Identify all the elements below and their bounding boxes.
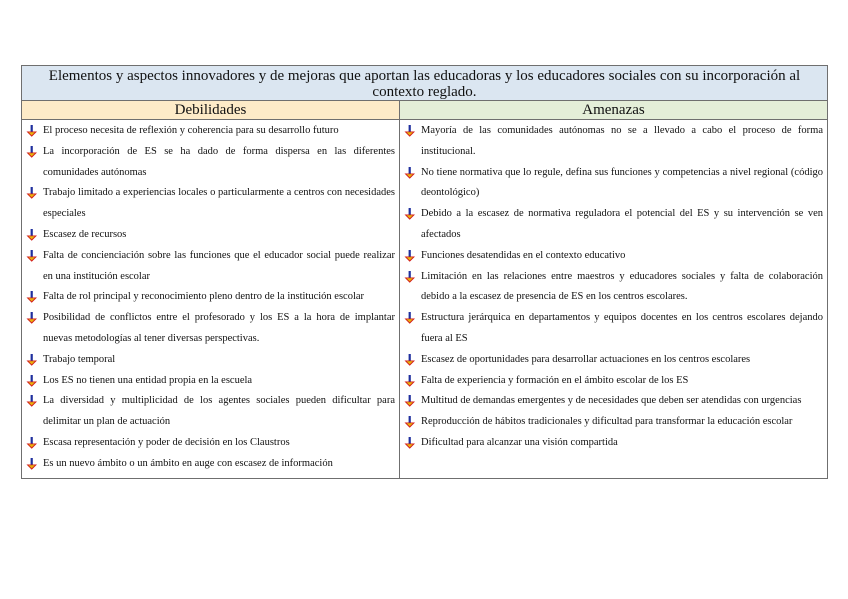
debilidades-item-text: Los ES no tienen una entidad propia en la escuela bbox=[43, 374, 253, 386]
amenazas-item bbox=[404, 308, 823, 350]
arrow-down-bullet-icon bbox=[404, 395, 416, 407]
debilidades-item bbox=[26, 121, 395, 142]
debilidades-item-text: La diversidad y multiplicidad de los agentes sociales pueden dificultar para delimitar un plan de actuación bbox=[43, 395, 395, 428]
amenazas-item-text: No tiene normativa que lo regule, defina sus funciones y competencias a nivel regional (código deontológico) bbox=[421, 166, 823, 199]
debilidades-item-text: Trabajo temporal bbox=[43, 353, 116, 365]
amenazas-item-text: Reproducción de hábitos tradicionales y dificultad para transformar la educación escolar bbox=[421, 416, 793, 428]
amenazas-item bbox=[404, 433, 823, 454]
debilidades-column bbox=[22, 120, 400, 478]
arrow-down-bullet-icon bbox=[26, 229, 38, 241]
debilidades-item-text: Trabajo limitado a experiencias locales o particularmente a centros con necesidades especiales bbox=[43, 187, 395, 220]
amenazas-item bbox=[404, 246, 823, 267]
debilidades-item-text: La incorporación de ES se ha dado de forma dispersa en las diferentes comunidades autónomas bbox=[43, 145, 395, 178]
debilidades-header: Debilidades bbox=[22, 101, 400, 119]
arrow-down-bullet-icon bbox=[26, 354, 38, 366]
debilidades-item-text: Posibilidad de conflictos entre el profesorado y los ES a la hora de implantar nuevas metodologías al tener diversas perspectivas. bbox=[43, 312, 395, 344]
arrow-down-bullet-icon bbox=[404, 250, 416, 262]
arrow-down-bullet-icon bbox=[404, 437, 416, 449]
arrow-down-bullet-icon bbox=[26, 395, 38, 407]
amenazas-item bbox=[404, 371, 823, 392]
arrow-down-bullet-icon bbox=[26, 458, 38, 470]
amenazas-item bbox=[404, 350, 823, 371]
amenazas-list bbox=[404, 121, 823, 454]
amenazas-item-text: Funciones desatendidas en el contexto educativo bbox=[421, 249, 626, 261]
amenazas-item bbox=[404, 204, 823, 246]
arrow-down-bullet-icon bbox=[26, 250, 38, 262]
table-body bbox=[22, 120, 827, 478]
amenazas-item bbox=[404, 163, 823, 205]
debilidades-item bbox=[26, 225, 395, 246]
amenazas-item-text: Limitación en las relaciones entre maestros y educadores sociales y falta de colaboración debido a la escasez de presencia de ES en los centros escolares. bbox=[421, 270, 823, 303]
arrow-down-bullet-icon bbox=[26, 125, 38, 137]
arrow-down-bullet-icon bbox=[404, 312, 416, 324]
table-title: Elementos y aspectos innovadores y de mejoras que aportan las educadoras y los educadores sociales con su incorporación al contexto reglado. bbox=[22, 66, 827, 101]
arrow-down-bullet-icon bbox=[404, 271, 416, 283]
arrow-down-bullet-icon bbox=[26, 146, 38, 158]
amenazas-item-text: Debido a la escasez de normativa reguladora el potencial del ES y su intervención se ven afectados bbox=[421, 208, 823, 240]
arrow-down-bullet-icon bbox=[26, 312, 38, 324]
debilidades-item bbox=[26, 391, 395, 433]
arrow-down-bullet-icon bbox=[404, 208, 416, 220]
amenazas-item-text: Dificultad para alcanzar una visión compartida bbox=[421, 436, 618, 448]
debilidades-item-text: Falta de rol principal y reconocimiento pleno dentro de la institución escolar bbox=[43, 291, 365, 303]
amenazas-item-text: Estructura jerárquica en departamentos y equipos docentes en los centros escolares dejando fuera al ES bbox=[421, 312, 823, 344]
amenazas-item bbox=[404, 267, 823, 309]
amenazas-item bbox=[404, 121, 823, 163]
debilidades-item-text: El proceso necesita de reflexión y coherencia para su desarrollo futuro bbox=[43, 125, 339, 136]
amenazas-item-text: Escasez de oportunidades para desarrollar actuaciones en los centros escolares bbox=[421, 353, 751, 365]
table-header-row bbox=[22, 101, 827, 120]
debilidades-item bbox=[26, 142, 395, 184]
debilidades-item-text: Escasa representación y poder de decisión en los Claustros bbox=[43, 436, 290, 448]
arrow-down-bullet-icon bbox=[26, 291, 38, 303]
debilidades-item bbox=[26, 350, 395, 371]
arrow-down-bullet-icon bbox=[404, 375, 416, 387]
arrow-down-bullet-icon bbox=[404, 416, 416, 428]
amenazas-item bbox=[404, 391, 823, 412]
debilidades-item-text: Falta de concienciación sobre las funciones que el educador social puede realizar en una institución escolar bbox=[43, 249, 395, 282]
debilidades-item bbox=[26, 246, 395, 288]
debilidades-item bbox=[26, 371, 395, 392]
debilidades-item-text: Es un nuevo ámbito o un ámbito en auge con escasez de información bbox=[43, 457, 333, 469]
amenazas-header: Amenazas bbox=[400, 101, 827, 119]
debilidades-item-text: Escasez de recursos bbox=[43, 228, 127, 240]
amenazas-item-text: Falta de experiencia y formación en el ámbito escolar de los ES bbox=[421, 374, 689, 386]
arrow-down-bullet-icon bbox=[404, 354, 416, 366]
dafo-table bbox=[21, 65, 828, 479]
arrow-down-bullet-icon bbox=[404, 167, 416, 179]
debilidades-item bbox=[26, 308, 395, 350]
debilidades-item bbox=[26, 454, 395, 475]
debilidades-item bbox=[26, 433, 395, 454]
arrow-down-bullet-icon bbox=[26, 187, 38, 199]
debilidades-item bbox=[26, 287, 395, 308]
amenazas-item bbox=[404, 412, 823, 433]
debilidades-item bbox=[26, 183, 395, 225]
arrow-down-bullet-icon bbox=[404, 125, 416, 137]
amenazas-column bbox=[400, 120, 827, 478]
amenazas-item-text: Mayoría de las comunidades autónomas no se a llevado a cabo el proceso de forma institucional. bbox=[421, 125, 823, 157]
arrow-down-bullet-icon bbox=[26, 375, 38, 387]
debilidades-list bbox=[26, 121, 395, 475]
amenazas-item-text: Multitud de demandas emergentes y de necesidades que deben ser atendidas con urgencias bbox=[421, 395, 802, 407]
arrow-down-bullet-icon bbox=[26, 437, 38, 449]
